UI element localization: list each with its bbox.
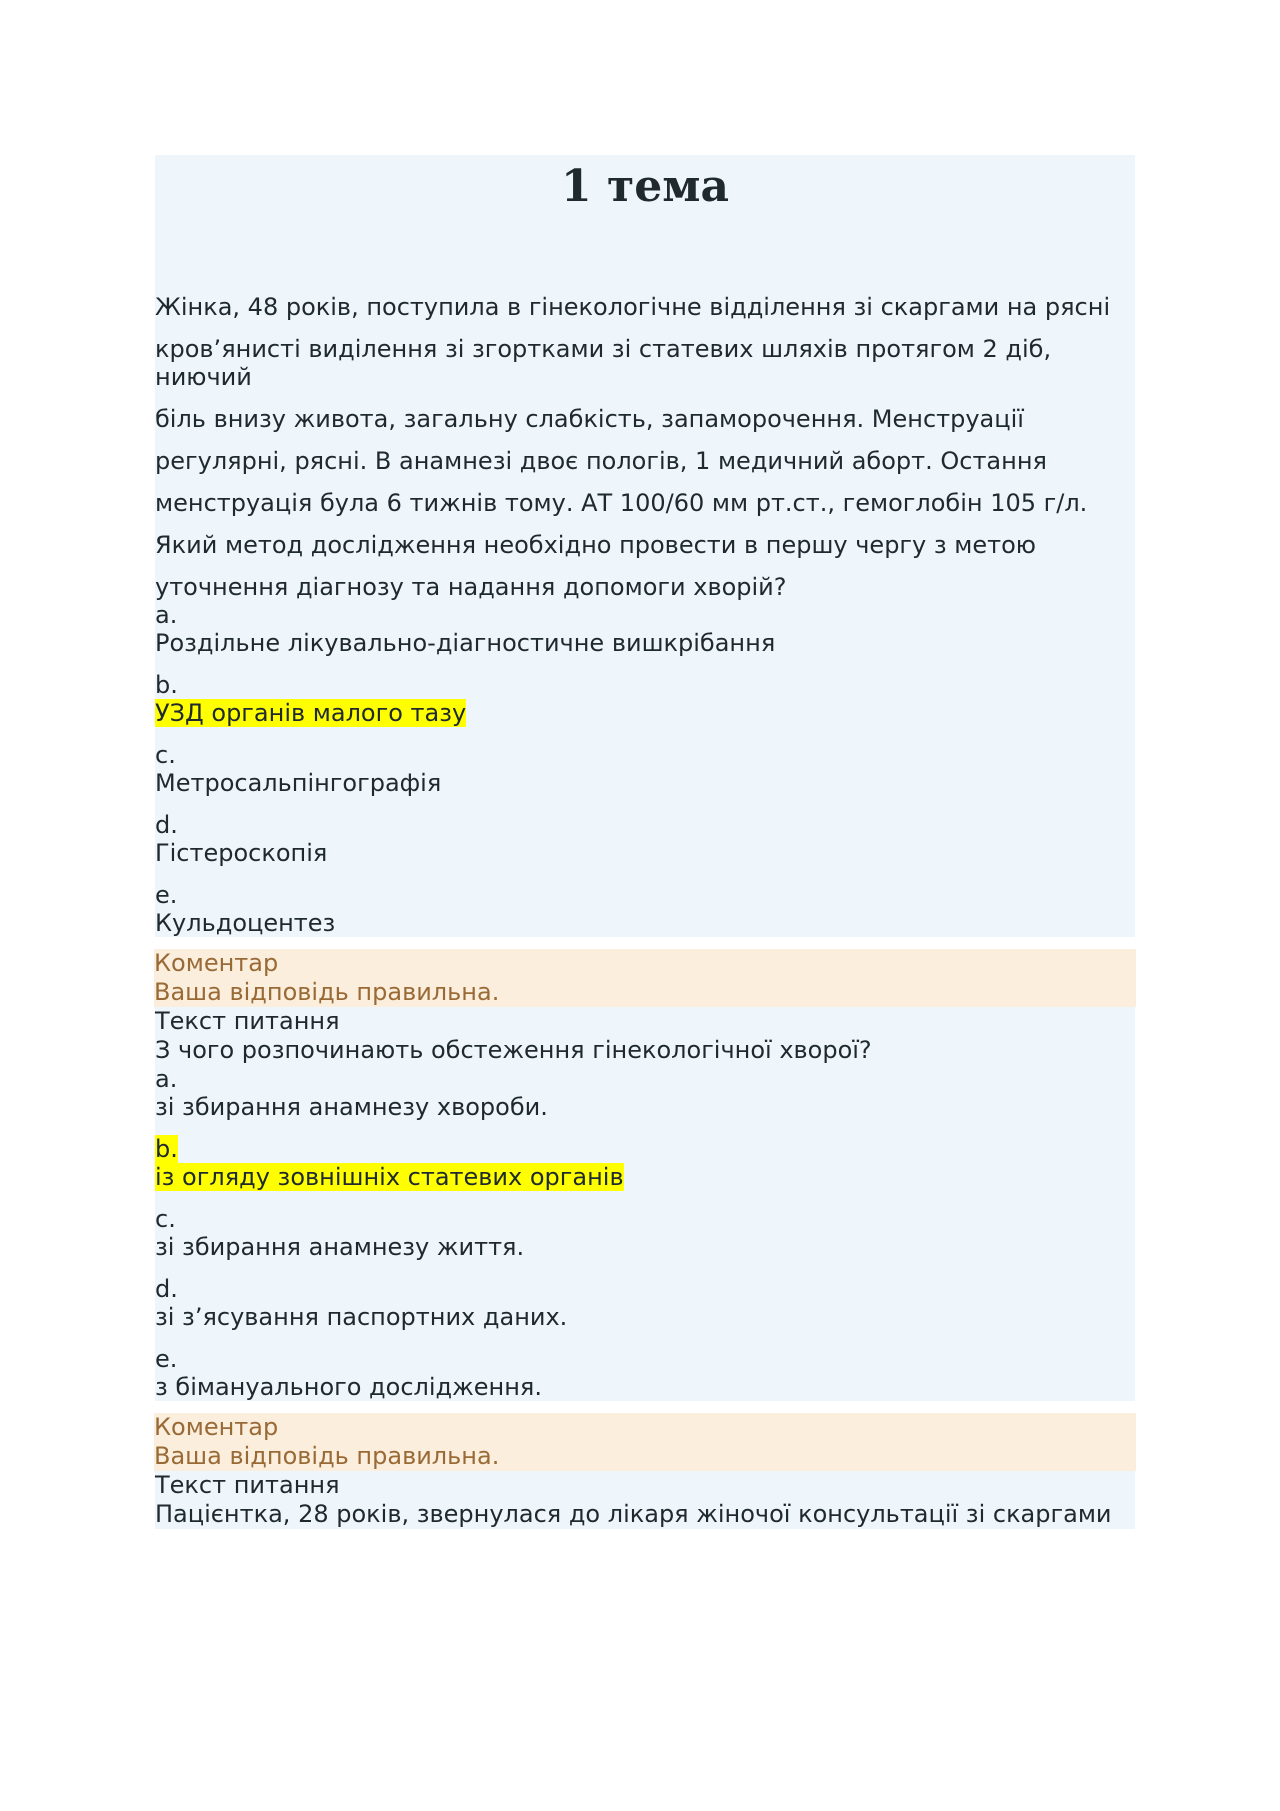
- option-e[interactable]: [155, 1345, 1135, 1401]
- comment-heading: Коментар: [154, 1413, 279, 1441]
- question-label: Текст питання: [155, 1471, 340, 1499]
- option-a[interactable]: [155, 1065, 1135, 1121]
- question-label: Текст питання: [155, 1007, 340, 1035]
- option-b[interactable]: [155, 671, 1135, 727]
- question-2-options: [155, 1065, 1135, 1401]
- option-text: з бімануального дослідження.: [155, 1373, 542, 1401]
- question-2-text: З чого розпочинають обстеження гінекологічної хворої?: [155, 1036, 872, 1064]
- question-1-text: [155, 269, 1135, 601]
- option-d[interactable]: [155, 811, 1135, 867]
- option-text: Кульдоцентез: [155, 909, 336, 937]
- document-page: [155, 155, 1135, 1529]
- option-letter: a.: [155, 601, 178, 629]
- option-text-highlighted: із огляду зовнішніх статевих органів: [155, 1163, 624, 1191]
- option-text: Метросальпінгографія: [155, 769, 442, 797]
- question-1-line: біль внизу живота, загальну слабкість, запаморочення. Менструації: [155, 405, 1024, 433]
- option-letter: b.: [155, 671, 178, 699]
- comment-text: Ваша відповідь правильна.: [154, 978, 500, 1006]
- option-letter: a.: [155, 1065, 178, 1093]
- question-1-line: регулярні, рясні. В анамнезі двоє пологів, 1 медичний аборт. Остання: [155, 447, 1047, 475]
- option-letter: c.: [155, 741, 176, 769]
- comment-box: [154, 949, 1136, 1007]
- option-text: зі збирання анамнезу хвороби.: [155, 1093, 548, 1121]
- question-3-block: [155, 1471, 1135, 1529]
- question-3-text: Пацієнтка, 28 років, звернулася до лікаря жіночої консультації зі скаргами: [155, 1500, 1112, 1528]
- option-text: Роздільне лікувально-діагностичне вишкрібання: [155, 629, 776, 657]
- question-1-line: менструація була 6 тижнів тому. АТ 100/60 мм рт.ст., гемоглобін 105 г/л.: [155, 489, 1088, 517]
- question-1-block: [155, 155, 1135, 937]
- option-b[interactable]: [155, 1135, 1135, 1191]
- option-letter-highlighted: b.: [155, 1135, 178, 1163]
- question-2-block: [155, 1007, 1135, 1401]
- page-title: 1 тема: [561, 161, 729, 212]
- comment-text: Ваша відповідь правильна.: [154, 1442, 500, 1470]
- question-1-line: Жінка, 48 років, поступила в гінекологічне відділення зі скаргами на рясні: [155, 293, 1111, 321]
- option-c[interactable]: [155, 741, 1135, 797]
- question-1-line: кров’янисті виділення зі згортками зі статевих шляхів протягом 2 діб, ниючий: [155, 335, 1052, 391]
- option-c[interactable]: [155, 1205, 1135, 1261]
- option-letter: c.: [155, 1205, 176, 1233]
- option-text: зі збирання анамнезу життя.: [155, 1233, 525, 1261]
- comment-heading: Коментар: [154, 949, 279, 977]
- option-e[interactable]: [155, 881, 1135, 937]
- option-text: Гістероскопія: [155, 839, 328, 867]
- option-letter: d.: [155, 811, 178, 839]
- option-a[interactable]: [155, 601, 1135, 657]
- option-letter: d.: [155, 1275, 178, 1303]
- comment-box: [154, 1413, 1136, 1471]
- option-text-highlighted: УЗД органів малого тазу: [155, 699, 467, 727]
- question-1-line: Який метод дослідження необхідно провести в першу чергу з метою: [155, 531, 1037, 559]
- question-1-options: [155, 601, 1135, 937]
- option-text: зі з’ясування паспортних даних.: [155, 1303, 568, 1331]
- question-1-line: уточнення діагнозу та надання допомоги хворій?: [155, 573, 787, 601]
- title-area: [155, 155, 1135, 269]
- option-letter: e.: [155, 881, 178, 909]
- option-d[interactable]: [155, 1275, 1135, 1331]
- option-letter: e.: [155, 1345, 178, 1373]
